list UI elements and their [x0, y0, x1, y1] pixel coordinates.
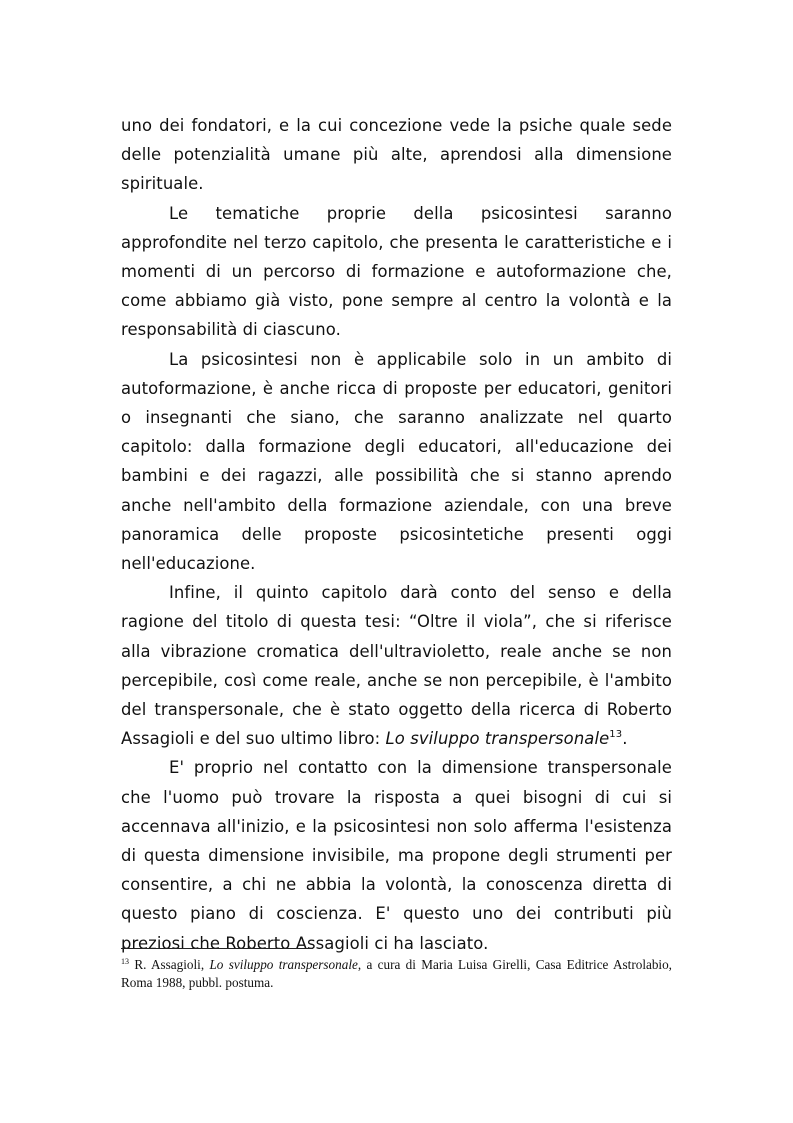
paragraph-2: Le tematiche proprie della psicosintesi saranno approfondite nel terzo capitolo, che presenta le caratteristiche e i momenti di un percorso di formazione e autoformazione che, come abbiamo già visto, pone sempre al centro la volontà e la responsabilità di ciascuno.: [121, 203, 672, 340]
footnote-rest: , a cura di Maria Luisa Girelli, Casa Editrice Astrolabio, Roma 1988, pubbl. postuma.: [121, 957, 672, 991]
footnote-title: Lo sviluppo transpersonale: [209, 957, 358, 972]
footnote-number: 13: [121, 957, 129, 966]
book-title: Lo sviluppo transpersonale: [385, 729, 610, 749]
body-text: [121, 111, 672, 958]
paragraph-4: [121, 578, 672, 753]
paragraph-1: uno dei fondatori, e la cui concezione vede la psiche quale sede delle potenzialità umane più alte, aprendosi alla dimensione spirituale.: [121, 116, 672, 194]
paragraph-5: E' proprio nel contatto con la dimensione transpersonale che l'uomo può trovare la risposta a quei bisogni di cui si accennava all'inizio, e la psicosintesi non solo afferma l'esistenza di questa dimensione invisibile, ma propone degli strumenti per consentire, a chi ne abbia la volontà, la conoscenza diretta di questo piano di coscienza. E' questo uno dei contributi più preziosi che Roberto Assagioli ci ha lasciato.: [121, 758, 672, 953]
footnote-separator: [121, 948, 313, 949]
footnote: [121, 956, 672, 993]
paragraph-4-end: .: [622, 729, 628, 749]
footnote-ref[interactable]: 13: [609, 729, 623, 741]
paragraph-4-text: Infine, il quinto capitolo darà conto del senso e della ragione del titolo di questa tesi: “Oltre il viola”, che si riferisce alla vibrazione cromatica dell'ultravioletto, reale anche se non percepibile, così come reale, anche se non percepibile, è l'ambito del transpersonale, che è stato oggetto della ricerca di Roberto Assagioli e del suo ultimo libro:: [121, 583, 672, 749]
paragraph-3: La psicosintesi non è applicabile solo in un ambito di autoformazione, è anche ricca di proposte per educatori, genitori o insegnanti che siano, che saranno analizzate nel quarto capitolo: dalla formazione degli educatori, all'educazione dei bambini e dei ragazzi, alle possibilità che si stanno aprendo anche nell'ambito della formazione aziendale, con una breve panoramica delle proposte psicosintetiche presenti oggi nell'educazione.: [121, 349, 672, 574]
footnote-author: R. Assagioli,: [129, 957, 210, 972]
